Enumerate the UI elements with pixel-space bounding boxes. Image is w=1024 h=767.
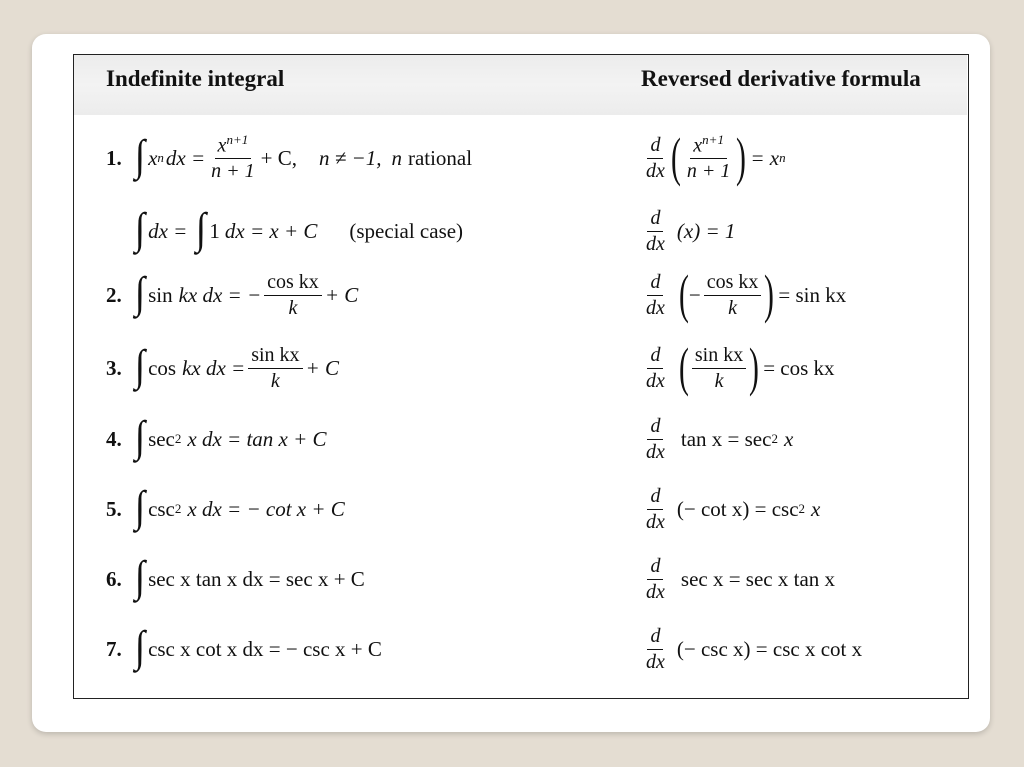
fraction: $\frac{x^{n+1}}{n + 1}$ — [211, 131, 255, 183]
integral-sign: ∫ — [134, 482, 146, 532]
d-dx: $\frac{d}{dx}$ — [646, 624, 665, 673]
derivative-row-special: $\frac{d}{dx}$ (x) = 1 — [640, 196, 960, 266]
row-number: 3. — [106, 355, 122, 380]
d-dx: $\frac{d}{dx}$ — [646, 133, 665, 182]
derivative-row-6: $\frac{d}{dx}$ sec x = sec x tan x — [640, 544, 960, 614]
derivative-row-3: $\frac{d}{dx}$ ( $\frac{\text{sin kx}}{k}$ ) = cos kx — [640, 333, 960, 403]
derivative-row-2: $\frac{d}{dx}$ ( − $\frac{\text{cos kx}}{k}$ ) = sin kx — [640, 260, 960, 330]
integral-sign: ∫ — [134, 341, 146, 391]
row-number: 7. — [106, 636, 122, 661]
fraction: $\frac{\text{cos kx}}{k}$ — [264, 271, 322, 320]
integral-sign: ∫ — [134, 552, 146, 602]
d-dx: $\frac{d}{dx}$ — [646, 484, 665, 533]
d-dx: $\frac{d}{dx}$ — [646, 206, 665, 255]
row-number: 2. — [106, 282, 122, 307]
fraction: $\frac{\text{sin kx}}{k}$ — [692, 344, 746, 393]
header-reversed-derivative: Reversed derivative formula — [641, 66, 921, 91]
fraction: $\frac{\text{sin kx}}{k}$ — [248, 344, 302, 393]
integral-sign: ∫ — [134, 131, 146, 181]
fraction: $\frac{x^{n+1}}{n + 1}$ — [686, 131, 731, 183]
integral-row-1: 1. ∫ x n dx = $\frac{x^{n+1}}{n + 1}$ + C, n ≠ −1, n rational — [106, 131, 473, 183]
integral-row-2: 2. ∫ sin kx dx = − $\frac{\text{cos kx}}{k}$ + C — [106, 268, 359, 319]
derivative-row-4: $\frac{d}{dx}$ tan x = sec 2 x — [640, 404, 960, 474]
integral-row-3: 3. ∫ cos kx dx = $\frac{\text{sin kx}}{k}$ + C — [106, 341, 339, 392]
row-number: 5. — [106, 496, 122, 521]
d-dx: $\frac{d}{dx}$ — [646, 270, 665, 319]
row-number: 4. — [106, 426, 122, 451]
fraction: $\frac{\text{cos kx}}{k}$ — [704, 271, 762, 320]
derivative-row-5: $\frac{d}{dx}$ (− cot x) = csc 2 x — [640, 474, 960, 544]
d-dx: $\frac{d}{dx}$ — [646, 343, 665, 392]
integral-row-4: 4. ∫ sec 2 x dx = tan x + C — [106, 412, 327, 462]
integral-row-5: 5. ∫ csc 2 x dx = − cot x + C — [106, 482, 345, 532]
derivative-row-1: $\frac{d}{dx}$ ( $\frac{x^{n+1}}{n + 1}$ ) = x n — [640, 123, 960, 193]
integral-row-special: ∫ dx = ∫ 1 dx = x + C (special case) — [134, 204, 464, 254]
d-dx: $\frac{d}{dx}$ — [646, 414, 665, 463]
derivative-row-7: $\frac{d}{dx}$ (− csc x) = csc x cot x — [640, 614, 960, 684]
integral-sign: ∫ — [196, 204, 207, 254]
integral-sign: ∫ — [134, 622, 146, 672]
row-number: 6. — [106, 566, 122, 591]
integral-sign: ∫ — [134, 204, 146, 254]
d-dx: $\frac{d}{dx}$ — [646, 554, 665, 603]
integral-row-7: 7. ∫ csc x cot x dx = − csc x + C — [106, 622, 382, 672]
row-number: 1. — [106, 145, 122, 170]
integral-sign: ∫ — [134, 412, 146, 462]
header-indefinite-integral: Indefinite integral — [106, 66, 285, 91]
integral-row-6: 6. ∫ sec x tan x dx = sec x + C — [106, 552, 365, 602]
integral-sign: ∫ — [134, 268, 146, 318]
